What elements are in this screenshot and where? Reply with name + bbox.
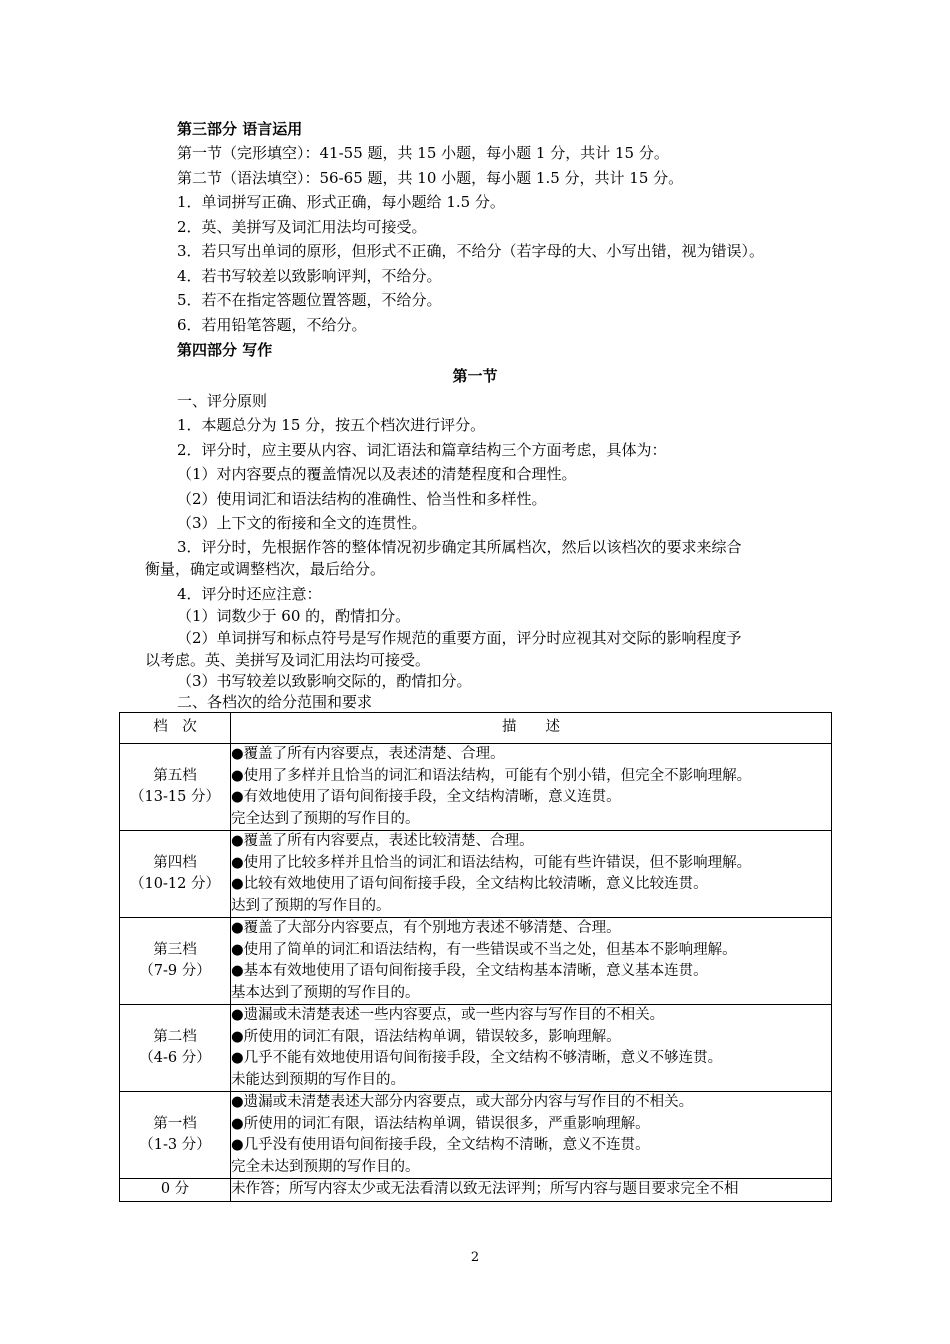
grade-cell [120,918,231,1005]
rule-5: 5．若不在指定答题位置答题，不给分。 [177,291,442,309]
grade-range: （13-15 分） [130,789,220,805]
grade-cell [120,1005,231,1092]
part4-title: 第四部分 写作 [177,341,273,359]
rule-6: 6．若用铅笔答题，不给分。 [177,316,367,334]
description-line: 完全达到了预期的写作目的。 [231,810,420,827]
rule-4: 4．若书写较差以致影响评判，不给分。 [177,267,442,285]
principle-3-line-2: 衡量，确定或调整档次，最后给分。 [145,560,386,578]
table-header-row [120,713,832,744]
scoring-rubric-table [119,712,832,1202]
part3-section2: 第二节（语法填空）：56-65 题，共 10 小题，每小题 1.5 分，共计 15 分。 [177,169,684,187]
description-line: ●基本有效地使用了语句间衔接手段，全文结构基本清晰，意义基本连贯。 [231,963,708,979]
table-row [120,918,832,1005]
grade-cell [120,744,231,831]
grade-cell [120,1092,231,1179]
table-row [120,1005,832,1092]
description-line: ●比较有效地使用了语句间衔接手段，全文结构比较清晰，意义比较连贯。 [231,876,708,892]
principle-4-item-2-line-2: 以考虑。英、美拼写及词汇用法均可接受。 [145,651,431,669]
description-line: 未作答；所写内容太少或无法看清以致无法评判；所写内容与题目要求完全不相 [231,1179,832,1202]
grade-name: 第三档 [153,941,197,958]
grade-name: 第五档 [153,767,197,784]
description-line: ●遗漏或未清楚表述大部分内容要点，或大部分内容与写作目的不相关。 [231,1094,694,1110]
principle-2-item-3: （3）上下文的衔接和全文的连贯性。 [177,514,427,532]
description-line: ●使用了比较多样并且恰当的词汇和语法结构，可能有些许错误，但不影响理解。 [231,854,752,871]
description-cell [231,1005,832,1092]
principle-4-item-2-line-1: （2）单词拼写和标点符号是写作规范的重要方面，评分时应视其对交际的影响程度予 [177,629,742,647]
rule-3: 3．若只写出单词的原形，但形式不正确，不给分（若字母的大、小写出错，视为错误）。 [177,242,765,260]
principle-4-item-3: （3）书写较差以致影响交际的，酌情扣分。 [177,672,472,690]
grade-range: （4-6 分） [139,1050,211,1066]
grade-name: 第二档 [153,1028,197,1045]
description-line: 基本达到了预期的写作目的。 [231,984,420,1001]
description-line: ●有效地使用了语句间衔接手段，全文结构清晰，意义连贯。 [231,789,621,805]
description-line: 完全未达到预期的写作目的。 [231,1158,420,1175]
principle-1: 1．本题总分为 15 分，按五个档次进行评分。 [177,416,486,434]
rule-1: 1．单词拼写正确、形式正确，每小题给 1.5 分。 [177,193,505,211]
description-line: ●使用了简单的词汇和语法结构，有一些错误或不当之处，但基本不影响理解。 [231,941,737,958]
table-row-zero [120,1179,832,1202]
description-line: ●覆盖了大部分内容要点，有个别地方表述不够清楚、合理。 [231,920,621,936]
description-line: 未能达到预期的写作目的。 [231,1071,405,1088]
principles-heading: 一、评分原则 [177,392,268,410]
description-cell [231,744,832,831]
grade-name: 第四档 [153,854,197,871]
table-row [120,831,832,918]
principle-2-item-1: （1）对内容要点的覆盖情况以及表述的清楚程度和合理性。 [177,465,577,483]
description-line: ●覆盖了所有内容要点，表述清楚、合理。 [231,746,505,762]
table-row [120,1092,832,1179]
description-cell [231,831,832,918]
grade-name: 0 分 [120,1179,231,1202]
levels-heading: 二、各档次的给分范围和要求 [177,693,373,711]
section-heading: 第一节 [452,367,498,385]
header-grade: 档 次 [120,713,231,744]
principle-3-line-1: 3．评分时，先根据作答的整体情况初步确定其所属档次，然后以该档次的要求来综合 [177,538,742,556]
grade-name: 第一档 [153,1115,197,1132]
table-row [120,744,832,831]
grade-range: （1-3 分） [139,1137,211,1153]
principle-4-item-1: （1）词数少于 60 的，酌情扣分。 [177,607,411,625]
description-line: 达到了预期的写作目的。 [231,897,391,914]
principle-4: 4．评分时还应注意： [177,585,322,603]
description-cell [231,1092,832,1179]
grade-range: （7-9 分） [139,963,211,979]
part3-title: 第三部分 语言运用 [177,120,303,138]
principle-2-item-2: （2）使用词汇和语法结构的准确性、恰当性和多样性。 [177,490,547,508]
description-line: ●所使用的词汇有限，语法结构单调，错误很多，严重影响理解。 [231,1115,650,1132]
description-line: ●几乎没有使用语句间衔接手段，全文结构不清晰，意义不连贯。 [231,1137,650,1153]
description-line: ●几乎不能有效地使用语句间衔接手段，全文结构不够清晰，意义不够连贯。 [231,1050,723,1066]
description-line: ●所使用的词汇有限，语法结构单调，错误较多，影响理解。 [231,1028,621,1045]
description-line: ●覆盖了所有内容要点，表述比较清楚、合理。 [231,833,534,849]
page-number: 2 [470,1250,480,1265]
description-cell [231,918,832,1005]
description-line: ●使用了多样并且恰当的词汇和语法结构，可能有个别小错，但完全不影响理解。 [231,767,752,784]
part3-section1: 第一节（完形填空）：41-55 题，共 15 小题，每小题 1 分，共计 15 分。 [177,144,669,162]
grade-cell [120,831,231,918]
grade-range: （10-12 分） [130,876,220,892]
rule-2: 2．英、美拼写及词汇用法均可接受。 [177,218,427,236]
description-line: ●遗漏或未清楚表述一些内容要点，或一些内容与写作目的不相关。 [231,1007,665,1023]
header-description: 描 述 [231,713,832,744]
principle-2: 2．评分时，应主要从内容、词汇语法和篇章结构三个方面考虑，具体为： [177,441,667,459]
